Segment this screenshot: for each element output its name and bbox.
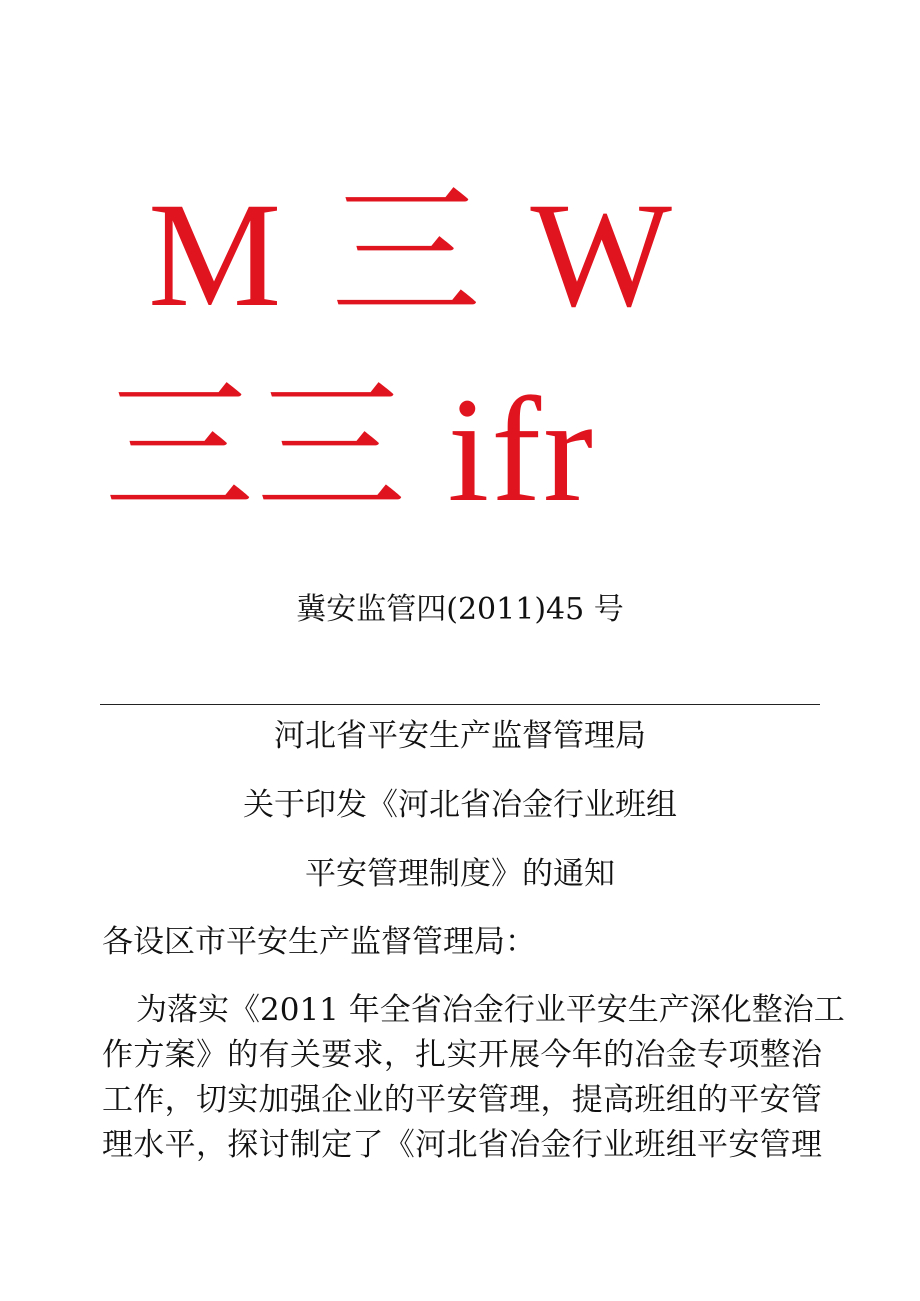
body-line-4: 理水平，探讨制定了《河北省冶金行业班组平安管理 [102,1127,822,1163]
document-number: 冀安监管四(2011)45 号 [296,592,624,627]
title-line-3: 平安管理制度》的通知 [305,856,615,892]
title-line-2: 关于印发《河北省冶金行业班组 [243,787,677,823]
body-paragraph [102,988,845,1168]
body-line-1: 为落实《2011 年全省冶金行业平安生产深化整治工 [136,992,845,1028]
salutation: 各设区市平安生产监督管理局： [102,924,536,960]
masthead-line-1: M 三 W [148,172,678,338]
title-line-1: 河北省平安生产监督管理局 [274,718,646,754]
header-divider [100,704,820,705]
masthead-line-2: 三三 ifr [104,367,596,533]
body-line-3: 工作，切实加强企业的平安管理，提高班组的平安管 [102,1082,822,1118]
body-line-2: 作方案》的有关要求，扎实开展今年的冶金专项整治 [102,1037,822,1073]
